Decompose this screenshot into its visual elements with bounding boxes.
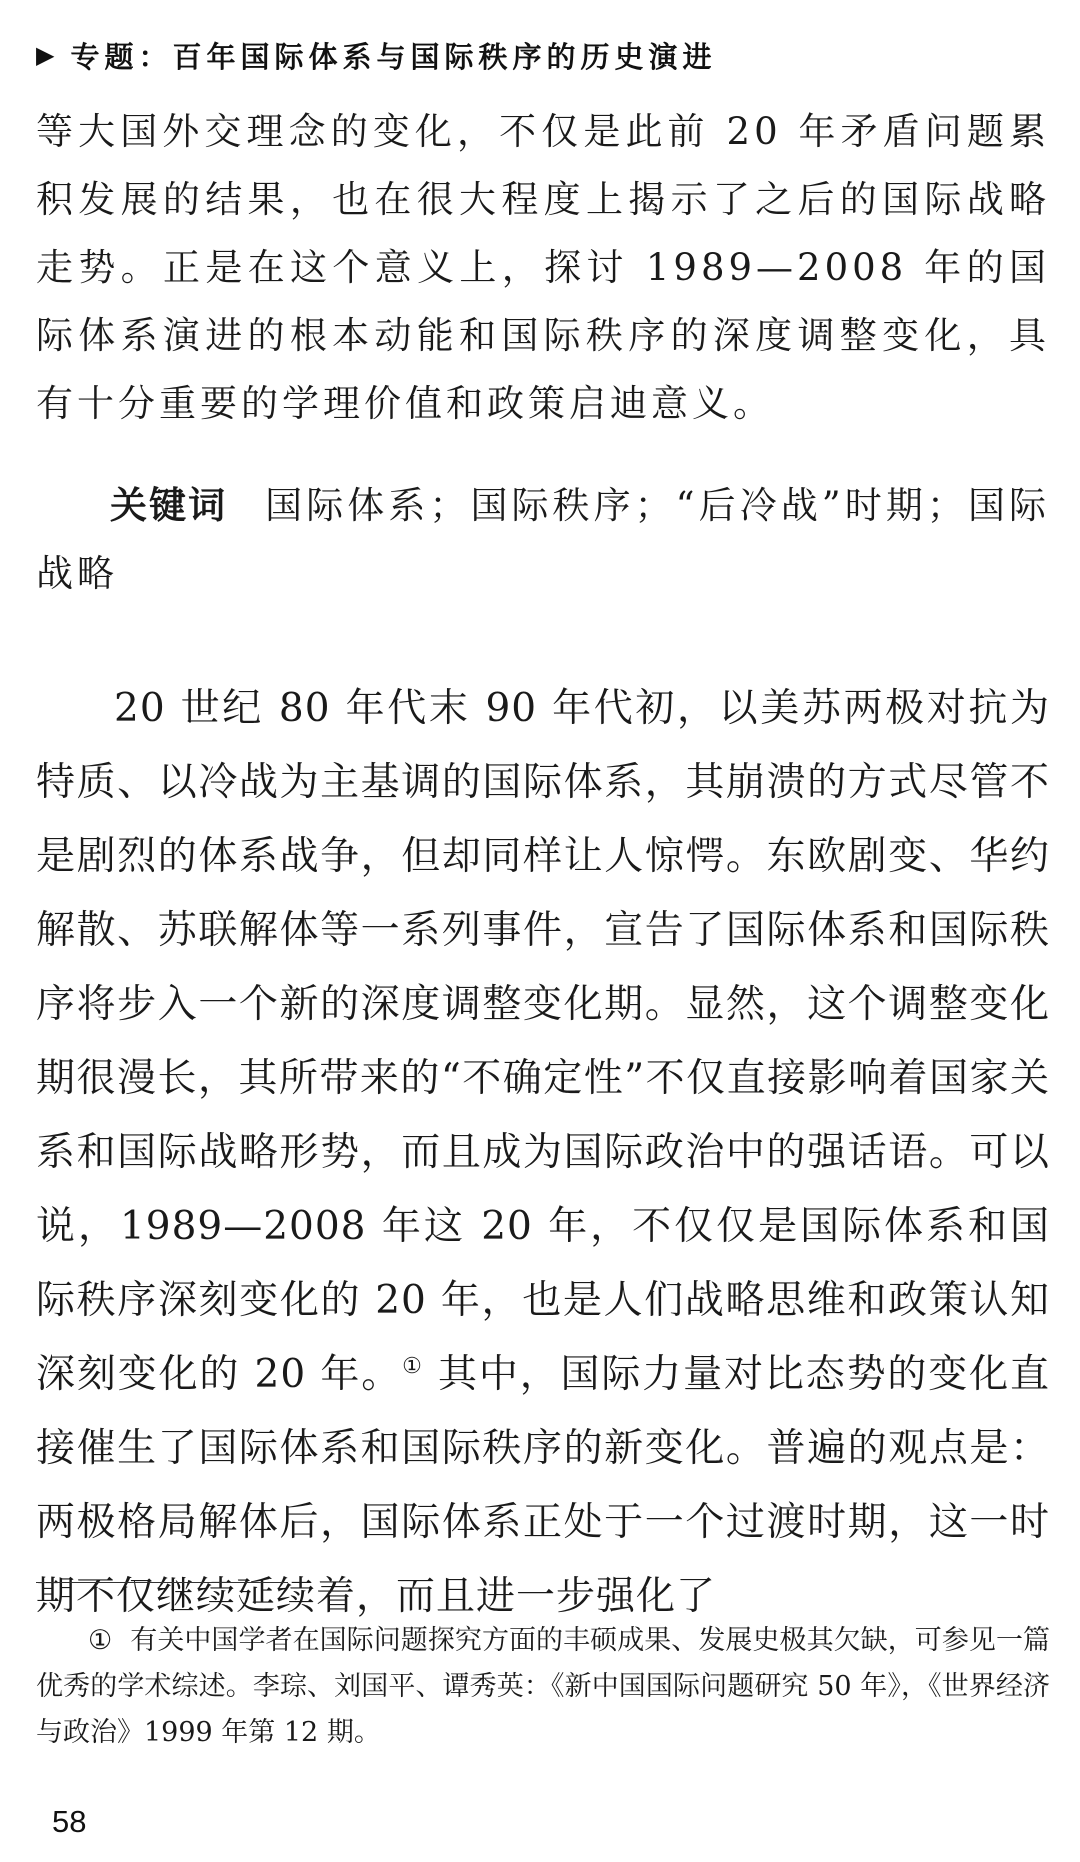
footnote-divider <box>36 1582 288 1583</box>
body-text-part2: 其中，国际力量对比态势的变化直接催生了国际体系和国际秩序的新变化。普遍的观点是：两极格局解体后，国际体系正处于一个过渡时期，这一时期不仅继续延续着，而且进一步强化了 <box>36 1352 1050 1619</box>
footnote <box>36 1618 1050 1756</box>
footnote-reference[interactable]: ① <box>402 1354 424 1379</box>
page-number: 58 <box>52 1804 87 1839</box>
running-header <box>36 30 716 80</box>
keywords-terms: 国际体系；国际秩序；“后冷战”时期；国际战略 <box>36 484 1050 595</box>
abstract <box>36 98 1050 438</box>
keywords <box>36 472 1050 608</box>
abstract-text: 等大国外交理念的变化，不仅是此前 20 年矛盾问题累积发展的结果，也在很大程度上揭示了之后的国际战略走势。正是在这个意义上，探讨 1989—2008 年的国际体系演进的根本动能和国际秩序的深度调整变化，具有十分重要的学理价值和政策启迪意义。 <box>36 110 1050 425</box>
body-paragraph <box>36 672 1050 1634</box>
footnote-text: 有关中国学者在国际问题探究方面的丰硕成果、发展史极其欠缺，可参见一篇优秀的学术综述。李琮、刘国平、谭秀英：《新中国国际问题研究 50 年》，《世界经济与政治》1999 年第 12 期。 <box>36 1625 1050 1748</box>
body-text-part1: 20 世纪 80 年代末 90 年代初，以美苏两极对抗为特质、以冷战为主基调的国际体系，其崩溃的方式尽管不是剧烈的体系战争，但却同样让人惊愕。东欧剧变、华约解散、苏联解体等一系列事件，宣告了国际体系和国际秩序将步入一个新的深度调整变化期。显然，这个调整变化期很漫长，其所带来的“不确定性”不仅直接影响着国家关系和国际战略形势，而且成为国际政治中的强话语。可以说，1989—2008 年这 20 年，不仅仅是国际体系和国际秩序深刻变化的 20 年，也是人们战略思维和政策认知深刻变化的 20 年。 <box>36 686 1050 1397</box>
triangle-marker-icon: ▶ <box>36 41 55 69</box>
footnote-mark: ① <box>88 1625 113 1656</box>
section-title: 专题：百年国际体系与国际秩序的历史演进 <box>70 39 717 74</box>
keywords-label: 关键词 <box>110 484 228 527</box>
